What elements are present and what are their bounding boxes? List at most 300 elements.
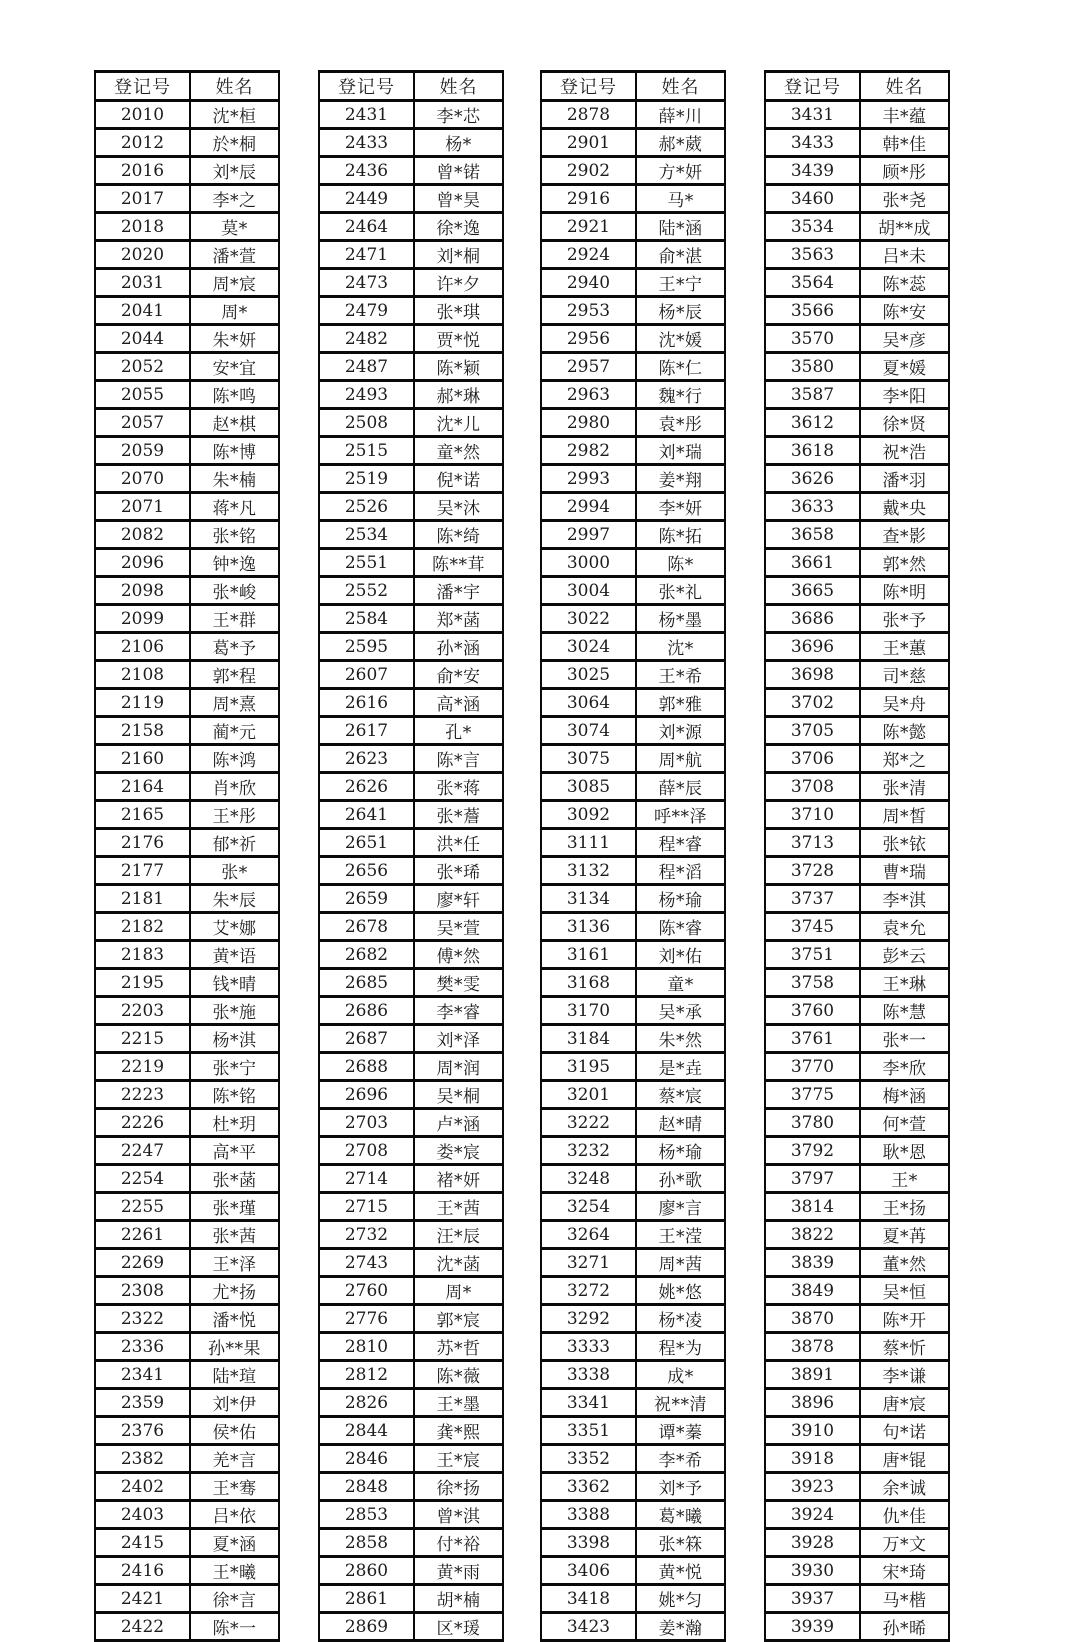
cell-regno: 2165: [95, 801, 190, 829]
table-row: [765, 745, 949, 773]
table-row: [765, 1193, 949, 1221]
table-row: [319, 213, 503, 241]
cell-regno: 2715: [319, 1193, 414, 1221]
cell-regno: 3271: [541, 1249, 636, 1277]
cell-regno: 3272: [541, 1277, 636, 1305]
cell-name: 陈**茸: [414, 549, 503, 577]
cell-regno: 3618: [765, 437, 860, 465]
cell-name: 薛*辰: [636, 773, 725, 801]
table-row: [765, 1137, 949, 1165]
table-row: [95, 605, 279, 633]
cell-regno: 3292: [541, 1305, 636, 1333]
cell-name: 童*: [636, 969, 725, 997]
cell-regno: 2982: [541, 437, 636, 465]
cell-regno: 3928: [765, 1529, 860, 1557]
cell-regno: 3254: [541, 1193, 636, 1221]
cell-regno: 2953: [541, 297, 636, 325]
cell-regno: 2203: [95, 997, 190, 1025]
table-row: [95, 1137, 279, 1165]
table-row: [765, 1053, 949, 1081]
cell-name: 蔡*忻: [860, 1333, 949, 1361]
cell-name: 蒋*凡: [190, 493, 279, 521]
cell-regno: 2108: [95, 661, 190, 689]
cell-name: 胡*楠: [414, 1585, 503, 1613]
table-row: [319, 549, 503, 577]
cell-name: 郭*雅: [636, 689, 725, 717]
cell-regno: 3398: [541, 1529, 636, 1557]
cell-name: 李*谦: [860, 1361, 949, 1389]
cell-name: 张*一: [860, 1025, 949, 1053]
table-row: [95, 1529, 279, 1557]
cell-regno: 3333: [541, 1333, 636, 1361]
cell-regno: 3710: [765, 801, 860, 829]
cell-regno: 2686: [319, 997, 414, 1025]
cell-name: 吕*未: [860, 241, 949, 269]
cell-regno: 2431: [319, 101, 414, 129]
cell-regno: 2403: [95, 1501, 190, 1529]
header-row: [319, 72, 503, 101]
cell-name: 倪*诺: [414, 465, 503, 493]
cell-name: 王*群: [190, 605, 279, 633]
cell-name: 梅*涵: [860, 1081, 949, 1109]
table-row: [541, 241, 725, 269]
cell-regno: 2012: [95, 129, 190, 157]
table-row: [541, 1417, 725, 1445]
table-row: [319, 857, 503, 885]
cell-name: 陈*仁: [636, 353, 725, 381]
cell-regno: 3168: [541, 969, 636, 997]
table-row: [765, 1473, 949, 1501]
cell-name: 尤*扬: [190, 1277, 279, 1305]
table-row: [541, 1445, 725, 1473]
table-row: [95, 1473, 279, 1501]
cell-name: 沈*: [636, 633, 725, 661]
cell-regno: 3161: [541, 941, 636, 969]
cell-regno: 2980: [541, 409, 636, 437]
cell-regno: 3761: [765, 1025, 860, 1053]
cell-name: 郭*宸: [414, 1305, 503, 1333]
table-row: [95, 1501, 279, 1529]
cell-regno: 3878: [765, 1333, 860, 1361]
cell-regno: 3136: [541, 913, 636, 941]
cell-regno: 2052: [95, 353, 190, 381]
table-row: [765, 1501, 949, 1529]
table-row: [541, 549, 725, 577]
table-row: [319, 269, 503, 297]
cell-regno: 2617: [319, 717, 414, 745]
cell-name: 顾*彤: [860, 157, 949, 185]
cell-name: 余*诚: [860, 1473, 949, 1501]
cell-regno: 3439: [765, 157, 860, 185]
table-row: [319, 297, 503, 325]
table-row: [765, 913, 949, 941]
cell-regno: 2016: [95, 157, 190, 185]
table-row: [765, 969, 949, 997]
cell-name: 杨*辰: [636, 297, 725, 325]
cell-name: 万*文: [860, 1529, 949, 1557]
cell-regno: 2421: [95, 1585, 190, 1613]
table-row: [95, 1053, 279, 1081]
table-row: [541, 465, 725, 493]
cell-name: 郭*然: [860, 549, 949, 577]
table-row: [765, 1109, 949, 1137]
table-row: [765, 829, 949, 857]
cell-regno: 2963: [541, 381, 636, 409]
cell-regno: 3937: [765, 1585, 860, 1613]
table-row: [95, 1613, 279, 1641]
cell-regno: 2714: [319, 1165, 414, 1193]
cell-name: 张*宁: [190, 1053, 279, 1081]
cell-regno: 3433: [765, 129, 860, 157]
cell-name: 李*淇: [860, 885, 949, 913]
table-row: [319, 997, 503, 1025]
cell-regno: 3195: [541, 1053, 636, 1081]
cell-name: 张*薝: [414, 801, 503, 829]
cell-regno: 2696: [319, 1081, 414, 1109]
cell-name: 周*: [190, 297, 279, 325]
cell-regno: 3918: [765, 1445, 860, 1473]
table-row: [95, 1389, 279, 1417]
cell-regno: 2708: [319, 1137, 414, 1165]
table-row: [95, 1193, 279, 1221]
cell-regno: 3423: [541, 1613, 636, 1641]
cell-name: 陈*懿: [860, 717, 949, 745]
cell-regno: 3705: [765, 717, 860, 745]
cell-name: 刘*桐: [414, 241, 503, 269]
cell-name: 王*: [860, 1165, 949, 1193]
table-row: [319, 1529, 503, 1557]
cell-name: 郁*祈: [190, 829, 279, 857]
cell-regno: 3024: [541, 633, 636, 661]
table-row: [765, 549, 949, 577]
header-name: 姓名: [860, 72, 949, 101]
table-row: [541, 661, 725, 689]
cell-name: 龚*熙: [414, 1417, 503, 1445]
table-row: [95, 1109, 279, 1137]
cell-name: 司*慈: [860, 661, 949, 689]
cell-name: 唐*锟: [860, 1445, 949, 1473]
cell-name: 张*蒋: [414, 773, 503, 801]
table-row: [95, 1025, 279, 1053]
cell-regno: 2183: [95, 941, 190, 969]
cell-name: 姚*匀: [636, 1585, 725, 1613]
table-row: [765, 1557, 949, 1585]
table-row: [95, 829, 279, 857]
cell-name: 张*予: [860, 605, 949, 633]
table-row: [541, 381, 725, 409]
cell-name: 娄*宸: [414, 1137, 503, 1165]
table-row: [541, 437, 725, 465]
table-row: [765, 269, 949, 297]
table-row: [319, 773, 503, 801]
table-row: [319, 745, 503, 773]
table-row: [319, 1025, 503, 1053]
cell-regno: 3406: [541, 1557, 636, 1585]
cell-regno: 3686: [765, 605, 860, 633]
table-row: [541, 1165, 725, 1193]
cell-regno: 3460: [765, 185, 860, 213]
cell-regno: 3000: [541, 549, 636, 577]
table-row: [95, 269, 279, 297]
cell-regno: 3910: [765, 1417, 860, 1445]
cell-regno: 2869: [319, 1613, 414, 1641]
cell-name: 潘*悦: [190, 1305, 279, 1333]
table-row: [541, 717, 725, 745]
cell-regno: 2924: [541, 241, 636, 269]
cell-regno: 2359: [95, 1389, 190, 1417]
cell-regno: 2322: [95, 1305, 190, 1333]
table-row: [765, 1585, 949, 1613]
table-row: [765, 661, 949, 689]
header-row: [95, 72, 279, 101]
cell-name: 陈*薇: [414, 1361, 503, 1389]
cell-regno: 2682: [319, 941, 414, 969]
cell-name: 王*彤: [190, 801, 279, 829]
table-row: [95, 857, 279, 885]
table-row: [319, 1501, 503, 1529]
cell-name: 黄*悦: [636, 1557, 725, 1585]
cell-regno: 2226: [95, 1109, 190, 1137]
cell-name: 刘*伊: [190, 1389, 279, 1417]
cell-regno: 3713: [765, 829, 860, 857]
cell-name: 李*芯: [414, 101, 503, 129]
cell-name: 孙**果: [190, 1333, 279, 1361]
cell-regno: 3566: [765, 297, 860, 325]
table-row: [765, 1445, 949, 1473]
cell-name: 曾*淇: [414, 1501, 503, 1529]
cell-regno: 3924: [765, 1501, 860, 1529]
table-row: [319, 1081, 503, 1109]
cell-regno: 2812: [319, 1361, 414, 1389]
cell-regno: 2018: [95, 213, 190, 241]
table-row: [95, 661, 279, 689]
table-row: [95, 969, 279, 997]
cell-name: 俞*湛: [636, 241, 725, 269]
cell-name: 贾*悦: [414, 325, 503, 353]
table-row: [319, 1193, 503, 1221]
table-row: [765, 1333, 949, 1361]
cell-name: 朱*妍: [190, 325, 279, 353]
table-row: [765, 1025, 949, 1053]
table-row: [319, 1361, 503, 1389]
cell-regno: 3775: [765, 1081, 860, 1109]
cell-regno: 3111: [541, 829, 636, 857]
table-row: [319, 885, 503, 913]
table-row: [765, 1249, 949, 1277]
cell-regno: 2449: [319, 185, 414, 213]
table-row: [95, 1081, 279, 1109]
cell-name: 孙*涵: [414, 633, 503, 661]
table-row: [95, 185, 279, 213]
cell-name: 卢*涵: [414, 1109, 503, 1137]
table-row: [765, 857, 949, 885]
cell-name: 陈*开: [860, 1305, 949, 1333]
table-row: [95, 1557, 279, 1585]
cell-name: 李*之: [190, 185, 279, 213]
table-row: [765, 941, 949, 969]
table-row: [765, 577, 949, 605]
cell-name: 张*箖: [636, 1529, 725, 1557]
cell-regno: 3564: [765, 269, 860, 297]
table-row: [319, 1417, 503, 1445]
table-row: [95, 493, 279, 521]
cell-regno: 2247: [95, 1137, 190, 1165]
cell-regno: 2703: [319, 1109, 414, 1137]
table-row: [541, 1333, 725, 1361]
cell-name: 肖*欣: [190, 773, 279, 801]
cell-regno: 3264: [541, 1221, 636, 1249]
cell-regno: 3352: [541, 1445, 636, 1473]
cell-regno: 3797: [765, 1165, 860, 1193]
table-row: [765, 717, 949, 745]
cell-name: 杨*凌: [636, 1305, 725, 1333]
cell-regno: 2732: [319, 1221, 414, 1249]
cell-name: 洪*任: [414, 829, 503, 857]
cell-regno: 2743: [319, 1249, 414, 1277]
table-row: [319, 1445, 503, 1473]
cell-name: 高*涵: [414, 689, 503, 717]
cell-name: 丰*蕴: [860, 101, 949, 129]
cell-regno: 3626: [765, 465, 860, 493]
cell-name: 程*滔: [636, 857, 725, 885]
cell-name: 周*熹: [190, 689, 279, 717]
table-row: [319, 1333, 503, 1361]
cell-name: 吕*依: [190, 1501, 279, 1529]
cell-regno: 3134: [541, 885, 636, 913]
cell-name: 周*航: [636, 745, 725, 773]
cell-regno: 2376: [95, 1417, 190, 1445]
cell-name: 张*: [190, 857, 279, 885]
cell-name: 成*: [636, 1361, 725, 1389]
table-row: [95, 549, 279, 577]
table-row: [95, 1221, 279, 1249]
cell-name: 葛*曦: [636, 1501, 725, 1529]
table-row: [541, 1193, 725, 1221]
table-row: [541, 297, 725, 325]
table-row: [765, 1221, 949, 1249]
table-row: [319, 717, 503, 745]
cell-name: 陈*一: [190, 1613, 279, 1641]
cell-name: 高*平: [190, 1137, 279, 1165]
cell-name: 侯*佑: [190, 1417, 279, 1445]
cell-name: 曾*昊: [414, 185, 503, 213]
cell-regno: 3201: [541, 1081, 636, 1109]
table-row: [95, 465, 279, 493]
cell-regno: 2526: [319, 493, 414, 521]
cell-regno: 3184: [541, 1025, 636, 1053]
cell-name: 李*希: [636, 1445, 725, 1473]
cell-regno: 2382: [95, 1445, 190, 1473]
cell-name: 廖*言: [636, 1193, 725, 1221]
table-row: [541, 157, 725, 185]
cell-name: 杨*墨: [636, 605, 725, 633]
cell-name: 姚*悠: [636, 1277, 725, 1305]
table-row: [541, 1025, 725, 1053]
cell-name: 张*铱: [860, 829, 949, 857]
table-row: [319, 1109, 503, 1137]
table-row: [765, 157, 949, 185]
cell-regno: 3064: [541, 689, 636, 717]
cell-name: 朱*然: [636, 1025, 725, 1053]
table-row: [95, 157, 279, 185]
table-row: [95, 325, 279, 353]
cell-name: 苏*哲: [414, 1333, 503, 1361]
cell-regno: 3661: [765, 549, 860, 577]
table-row: [765, 605, 949, 633]
cell-name: 陈*明: [860, 577, 949, 605]
cell-regno: 3737: [765, 885, 860, 913]
cell-name: 呼**泽: [636, 801, 725, 829]
cell-regno: 3248: [541, 1165, 636, 1193]
cell-regno: 2070: [95, 465, 190, 493]
cell-name: 汪*辰: [414, 1221, 503, 1249]
table-row: [541, 1109, 725, 1137]
table-row: [319, 129, 503, 157]
cell-regno: 2595: [319, 633, 414, 661]
cell-name: 吴*萱: [414, 913, 503, 941]
cell-regno: 2254: [95, 1165, 190, 1193]
cell-name: 吴*彦: [860, 325, 949, 353]
table-row: [765, 101, 949, 129]
cell-regno: 2551: [319, 549, 414, 577]
table-row: [541, 1529, 725, 1557]
cell-regno: 2760: [319, 1277, 414, 1305]
table-row: [541, 409, 725, 437]
cell-regno: 2651: [319, 829, 414, 857]
cell-regno: 2031: [95, 269, 190, 297]
header-regno: 登记号: [319, 72, 414, 101]
cell-name: 赵*晴: [636, 1109, 725, 1137]
cell-regno: 2626: [319, 773, 414, 801]
cell-name: 葛*予: [190, 633, 279, 661]
table-row: [95, 1305, 279, 1333]
cell-name: 谭*蓁: [636, 1417, 725, 1445]
cell-name: 蔺*元: [190, 717, 279, 745]
table-row: [319, 1053, 503, 1081]
cell-regno: 3587: [765, 381, 860, 409]
table-row: [319, 941, 503, 969]
cell-name: 徐*逸: [414, 213, 503, 241]
cell-regno: 2878: [541, 101, 636, 129]
cell-name: 蔡*宸: [636, 1081, 725, 1109]
table-row: [541, 1053, 725, 1081]
cell-regno: 2082: [95, 521, 190, 549]
cell-regno: 3849: [765, 1277, 860, 1305]
cell-regno: 2017: [95, 185, 190, 213]
cell-name: 彭*云: [860, 941, 949, 969]
cell-regno: 2041: [95, 297, 190, 325]
table-row: [95, 1165, 279, 1193]
cell-regno: 2844: [319, 1417, 414, 1445]
cell-name: 俞*安: [414, 661, 503, 689]
cell-name: 潘*宇: [414, 577, 503, 605]
cell-name: 羌*言: [190, 1445, 279, 1473]
cell-regno: 2584: [319, 605, 414, 633]
cell-regno: 2177: [95, 857, 190, 885]
cell-regno: 2071: [95, 493, 190, 521]
cell-regno: 2687: [319, 1025, 414, 1053]
table-row: [319, 801, 503, 829]
cell-regno: 2916: [541, 185, 636, 213]
cell-regno: 3896: [765, 1389, 860, 1417]
cell-regno: 2860: [319, 1557, 414, 1585]
cell-regno: 2160: [95, 745, 190, 773]
cell-name: 张*清: [860, 773, 949, 801]
table-row: [319, 661, 503, 689]
table-row: [541, 1557, 725, 1585]
table-row: [765, 1389, 949, 1417]
cell-name: 魏*行: [636, 381, 725, 409]
